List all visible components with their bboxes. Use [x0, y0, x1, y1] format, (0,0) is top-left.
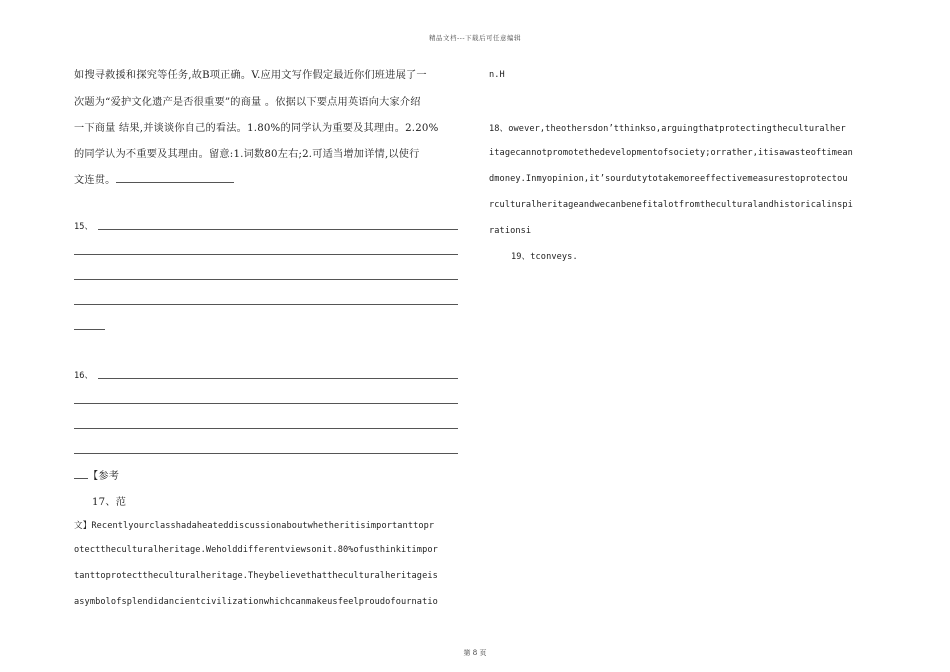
reference-line: [74, 467, 119, 482]
question-18-label: 18、: [489, 124, 509, 134]
essay-line: rculturalheritageandwecanbenefitalotfromtheculturalandhistoricalinspi: [489, 200, 853, 210]
question-17-label: 17、范: [92, 497, 127, 508]
essay-line: [511, 250, 578, 262]
essay-line: otecttheculturalheritage.Weholddifferentviewsonit.80%ofusthinkitimpor: [74, 545, 438, 555]
question-16-label: 16、: [74, 371, 94, 381]
essay-line: itagecannotpromotethedevelopmentofsociety;orrather,itisawasteoftimean: [489, 148, 853, 158]
answer-blank: [116, 174, 234, 183]
question-paragraph-line: 次题为“爱护文化遗产是否很重要”的商量 。依据以下要点用英语向大家介绍: [74, 97, 421, 108]
essay-line: rationsi: [489, 226, 532, 236]
essay-line: asymbolofsplendidancientcivilizationwhichcanmakeusfeelproudofournatio: [74, 597, 438, 607]
reference-label: 【参考: [88, 471, 120, 482]
page-footer: 第 8 页: [463, 649, 487, 657]
question-paragraph-end: 文连贯。: [74, 175, 116, 186]
essay-line: [489, 122, 846, 134]
question-paragraph-line: 一下商量 结果,并谈谈你自己的看法。1.80%的同学认为重要及其理由。2.20%: [74, 123, 439, 134]
question-19-text: tconveys.: [530, 252, 578, 262]
essay-line: dmoney.Inmyopinion,it’sourdutytotakemoreeffectivemeasurestoprotectou: [489, 174, 848, 184]
answer-line: [74, 254, 458, 255]
question-paragraph-line: 如搜寻救援和探究等任务,故B项正确。V.应用文写作假定最近你们班进展了一: [74, 70, 427, 81]
essay-line: n.H: [489, 70, 505, 80]
answer-line: [74, 304, 458, 305]
question-18-text: owever,theothersdon’tthinkso,arguingthatprotectingtheculturalher: [508, 124, 846, 134]
essay-line: tanttoprotecttheculturalheritage.Theybelievethattheculturalheritageis: [74, 571, 438, 581]
answer-line: [74, 279, 458, 280]
page-header: 精品文档---下载后可任意编辑: [428, 34, 522, 42]
answer-line: [98, 378, 458, 379]
answer-line: [74, 428, 458, 429]
question-paragraph-line: [74, 171, 234, 186]
essay-line: 文】Recentlyourclasshadaheateddiscussionaboutwhetheritisimportanttopr: [74, 521, 435, 531]
answer-line: [98, 229, 458, 230]
answer-line: [74, 403, 458, 404]
question-19-label: 19、: [511, 252, 531, 262]
answer-line: [74, 329, 105, 330]
question-15-label: 15、: [74, 222, 94, 232]
question-paragraph-line: 的同学认为不重要及其理由。留意:1.词数80左右;2.可适当增加详情,以使行: [74, 149, 420, 160]
answer-blank: [74, 470, 88, 479]
answer-line: [74, 453, 458, 454]
